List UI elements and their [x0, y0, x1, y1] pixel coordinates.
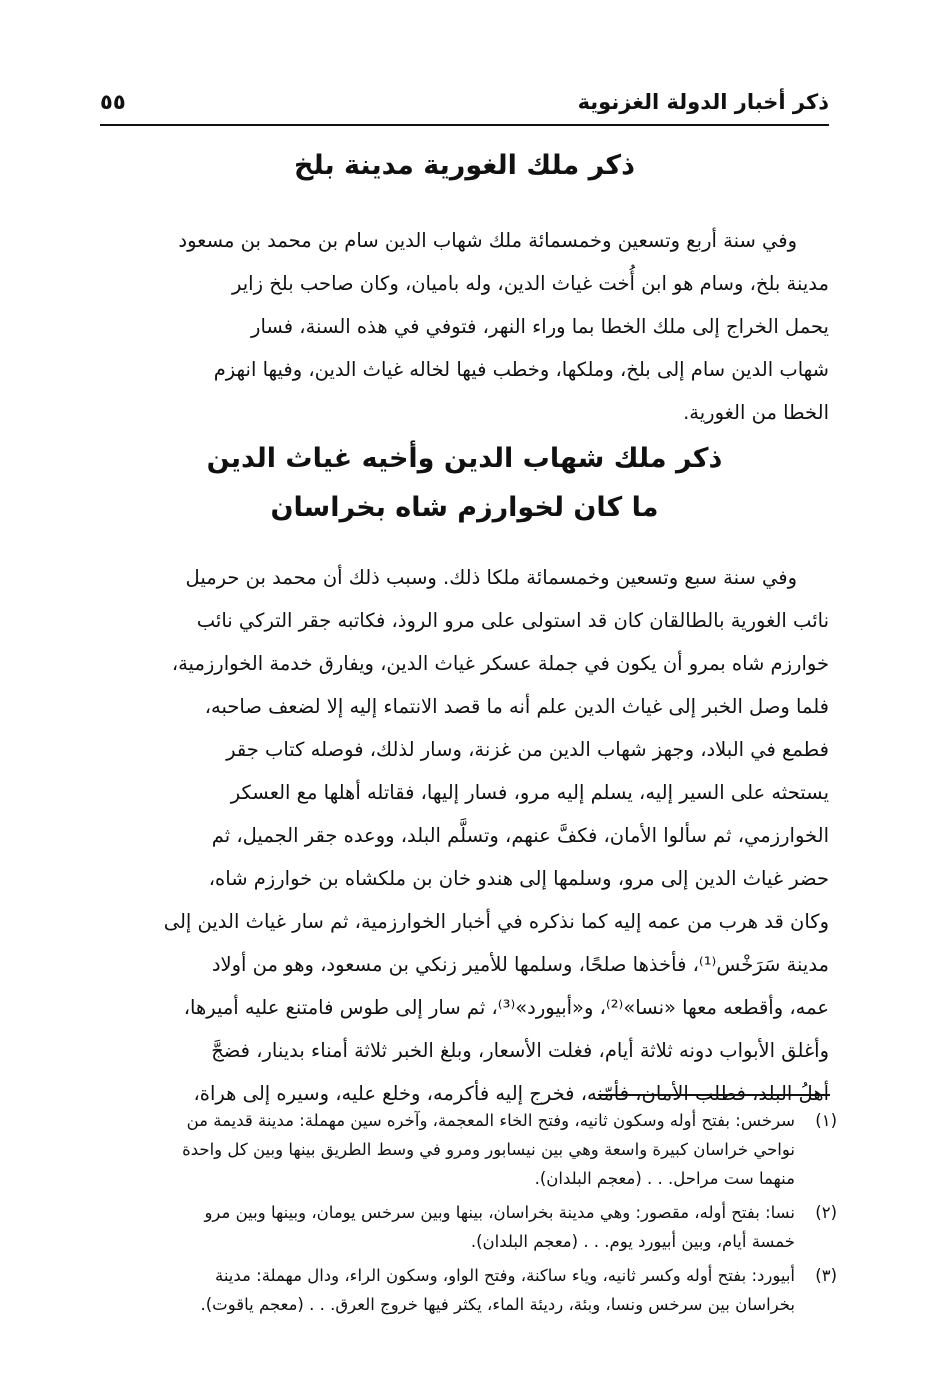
footnote-line: سرخس: بفتح أوله وسكون ثانيه، وفتح الخاء المعجمة، وآخره سين مهملة: مدينة قديمة من [186, 1111, 795, 1130]
text-line: يحمل الخراج إلى ملك الخطا بما وراء النهر، فتوفي في هذه السنة، فسار [251, 315, 829, 338]
text-line: وكان قد هرب من عمه إليه كما نذكره في أخبار الخوارزمية، ثم سار غياث الدين إلى [163, 910, 829, 933]
text-line: حضر غياث الدين إلى مرو، وسلمها إلى هندو خان بن ملكشاه بن خوارزم شاه، [208, 867, 829, 890]
footnote-body [96, 1261, 795, 1319]
text-line: نائب الغورية بالطالقان كان قد استولى على مرو الروذ، فكاتبه جقر التركي نائب [196, 609, 829, 632]
footnote-line: بخراسان بين سرخس ونسا، وبئة، رديئة الماء، يكثر فيها خروج العرق. . . (معجم ياقوت). [200, 1295, 795, 1314]
text-line: خوارزم شاه بمرو أن يكون في جملة عسكر غياث الدين، ويفارق خدمة الخوارزمية، [171, 652, 829, 675]
section-heading-shihab-line2: ما كان لخوارزم شاه بخراسان [270, 492, 659, 523]
text-line: مدينة بلخ، وسام هو ابن أُخت غياث الدين، وله باميان، وكان صاحب بلخ زاير [232, 272, 829, 295]
text-line: فلما وصل الخبر إلى غياث الدين علم أنه ما قصد الانتماء إليه إلا لضعف صاحبه، [204, 695, 829, 718]
text-line: مدينة سَرَخْس⁽¹⁾، فأخذها صلحًا، وسلمها للأمير زنكي بن مسعود، وهو من أولاد [211, 953, 829, 976]
text-line: فطمع في البلاد، وجهز شهاب الدين من غزنة، وسار لذلك، فوصله كتاب جقر [226, 738, 829, 761]
footnotes [96, 1106, 837, 1324]
footnote-line: نواحي خراسان كبيرة واسعة وهي بين نيسابور ومرو في وسط الطريق بينها وبين كل واحدة [182, 1140, 795, 1159]
footnote-line: خمسة أيام، وبين أبيورد يوم. . . (معجم البلدان). [470, 1232, 795, 1251]
paragraph-balkh [96, 219, 829, 434]
footnote-separator [598, 1094, 830, 1096]
text-line: شهاب الدين سام إلى بلخ، وملكها، وخطب فيها لخاله غياث الدين، وفيها انهزم [213, 358, 829, 381]
page-number: ٥٥ [100, 90, 126, 114]
text-line: عمه، وأقطعه معها «نسا»⁽²⁾، و«أبيورد»⁽³⁾، ثم سار إلى طوس فامتنع عليه أميرها، [183, 996, 829, 1019]
text-line: وفي سنة أربع وتسعين وخمسمائة ملك شهاب الدين سام بن محمد بن مسعود [178, 229, 797, 252]
running-title: ذكر أخبار الدولة الغزنوية [577, 90, 829, 114]
section-heading-balkh: ذكر ملك الغورية مدينة بلخ [294, 150, 635, 181]
footnote-line: أبيورد: بفتح أوله وكسر ثانيه، وياء ساكنة، وفتح الواو، وسكون الراء، ودال مهملة: مدينة [214, 1266, 795, 1285]
footnote-body [96, 1198, 795, 1256]
text-line: يستحثه على السير إليه، يسلم إليه مرو، فسار إليها، فقاتله أهلها مع العسكر [230, 781, 829, 804]
footnote-line: نسا: بفتح أوله، مقصور: وهي مدينة بخراسان، بينها وبين سرخس يومان، وبينها وبين مرو [204, 1203, 795, 1222]
footnote-number: (٣) [815, 1266, 837, 1285]
section-heading-shihab-line1: ذكر ملك شهاب الدين وأخيه غياث الدين [206, 443, 723, 474]
running-header [100, 88, 829, 126]
text-line: أهلُ البلد، فطلب الأمان، فأمّنه، فخرج إليه فأكرمه، وخلع عليه، وسيره إلى هراة، [193, 1082, 829, 1105]
footnote-number: (٢) [815, 1203, 837, 1222]
footnote-1 [96, 1106, 837, 1193]
footnote-2 [96, 1198, 837, 1256]
footnote-number: (١) [815, 1111, 837, 1130]
text-line: وفي سنة سبع وتسعين وخمسمائة ملكا ذلك. وسبب ذلك أن محمد بن حرميل [185, 566, 797, 589]
text-line: الخطا من الغورية. [683, 401, 829, 424]
paragraph-khurasan [96, 556, 829, 1115]
footnote-line: منهما ست مراحل. . . (معجم البلدان). [534, 1169, 795, 1188]
text-line: الخوارزمي، ثم سألوا الأمان، فكفَّ عنهم، وتسلَّم البلد، ووعده جقر الجميل، ثم [211, 824, 829, 847]
footnote-body [96, 1106, 795, 1193]
text-line: وأغلق الأبواب دونه ثلاثة أيام، فغلت الأسعار، وبلغ الخبر ثلاثة أمناء بدينار، فضجَّ [211, 1039, 829, 1062]
footnote-3 [96, 1261, 837, 1319]
